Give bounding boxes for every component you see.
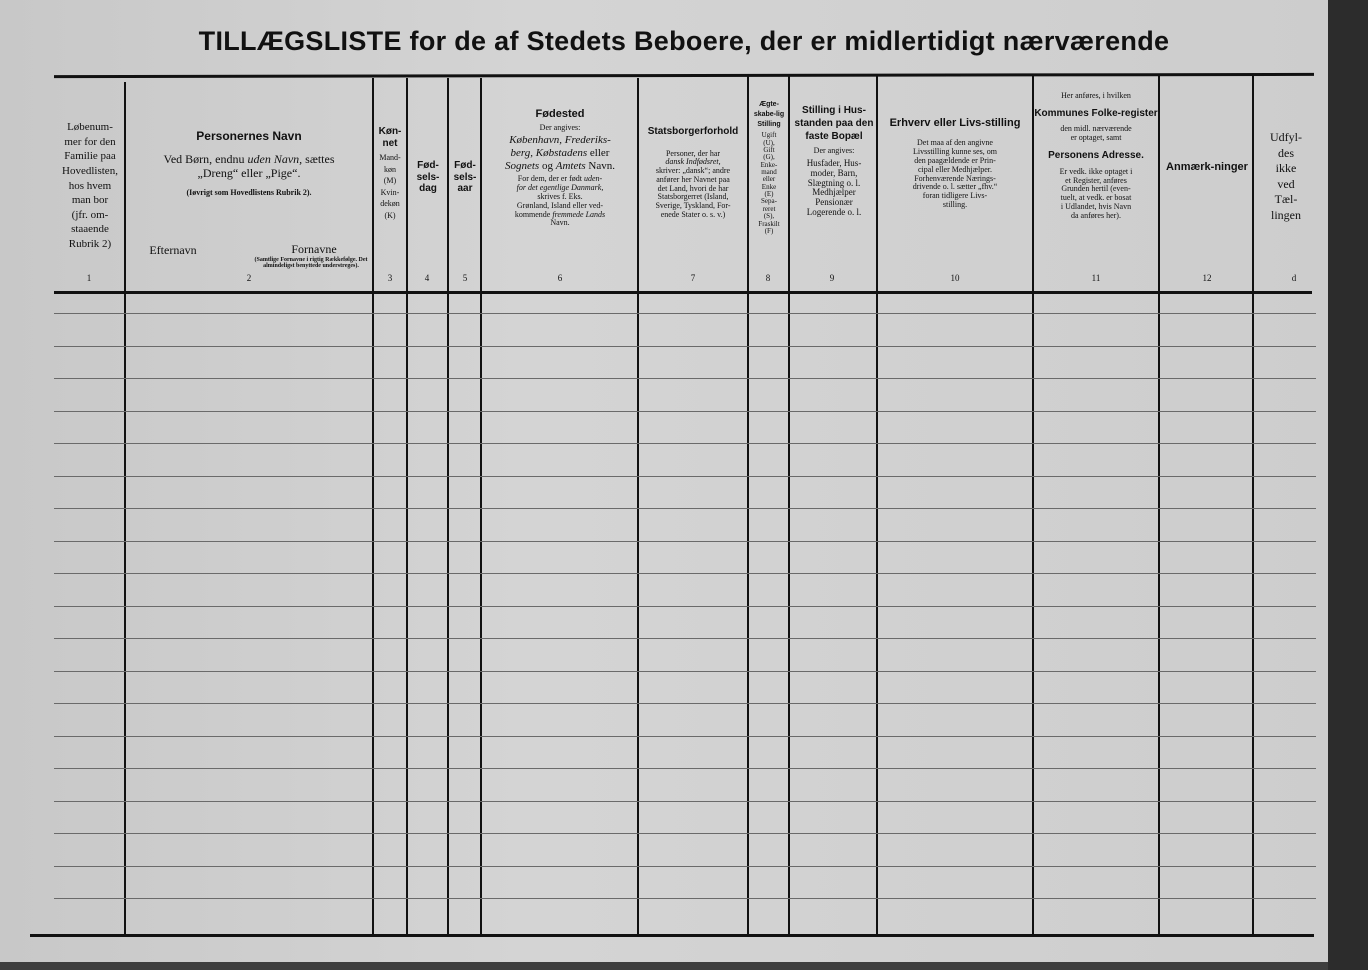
col9-sub: Der angives: bbox=[813, 146, 855, 155]
column-number: 6 bbox=[557, 273, 563, 283]
col11-heading2: Personens Adresse. bbox=[1048, 150, 1144, 162]
col6-heading: Fødested bbox=[535, 108, 585, 120]
column-12-header bbox=[1166, 160, 1248, 178]
col9-line: Logerende o. l. bbox=[806, 207, 862, 218]
col8-line: Enke- bbox=[760, 160, 778, 169]
row-rule bbox=[54, 898, 1316, 899]
col1-line: Familie paa bbox=[64, 150, 116, 163]
col2-sub-fornavne-note: (Samtlige Fornavne i rigtig Rækkefølge. Det almindeligst benyttede understreges). bbox=[254, 257, 368, 270]
col4-heading: Fød-sels-dag bbox=[416, 160, 440, 194]
col7-line: Personer, der har bbox=[665, 148, 721, 158]
col6-italic: Sognets bbox=[504, 159, 540, 172]
col6-rest-italic: for det egentlige Danmark, bbox=[516, 183, 604, 193]
col8-line: Enke bbox=[761, 182, 777, 191]
row-rule bbox=[54, 378, 1316, 379]
col6-rest: kommende bbox=[514, 209, 551, 219]
scan-edge bbox=[1328, 0, 1368, 970]
column-number: 8 bbox=[765, 273, 771, 283]
col6-plain: og bbox=[541, 159, 553, 172]
column-number: 2 bbox=[246, 273, 252, 283]
column-divider bbox=[1158, 76, 1160, 934]
column-number: 1 bbox=[86, 273, 92, 283]
col10-line: den paagældende er Prin- bbox=[914, 155, 996, 165]
col12-heading: Anmærk-ninger bbox=[1166, 161, 1248, 173]
col8-line: mand bbox=[761, 168, 777, 177]
col1-line: mer for den bbox=[64, 135, 116, 148]
col2-line1-end: sættes bbox=[305, 151, 335, 166]
col11-line: et Register, anføres bbox=[1065, 175, 1127, 185]
column-5-header bbox=[450, 160, 480, 198]
col11-top: Her anføres, i hvilken bbox=[1061, 91, 1131, 100]
col11-mid: den midl. nærværende bbox=[1060, 123, 1132, 133]
col8-line: (E) bbox=[764, 190, 774, 199]
column-number: 11 bbox=[1091, 273, 1101, 283]
col2-line2: „Dreng“ eller „Pige“. bbox=[197, 165, 301, 180]
cold-line: Udfyl- bbox=[1270, 130, 1302, 144]
col11-line: da anføres her). bbox=[1071, 210, 1121, 220]
row-rule bbox=[54, 443, 1316, 444]
col5-heading: Fød-sels-aar bbox=[453, 160, 477, 194]
cold-line: lingen bbox=[1271, 207, 1301, 222]
col3-line: dekøn bbox=[380, 199, 400, 208]
table-bottom-line bbox=[30, 934, 1314, 937]
col2-note: (Iøvrigt som Hovedlistens Rubrik 2). bbox=[186, 188, 312, 198]
row-rule bbox=[54, 768, 1316, 769]
column-number: 9 bbox=[829, 273, 835, 283]
col7-heading: Statsborgerforhold bbox=[647, 126, 739, 137]
col6-rest: skrives f. Eks. bbox=[537, 191, 583, 201]
row-rule bbox=[54, 313, 1316, 314]
col7-line: skriver: „dansk“; andre bbox=[655, 166, 731, 176]
col3-line: Mand- bbox=[379, 153, 401, 162]
col2-line1: Ved Børn, endnu bbox=[163, 151, 245, 166]
row-rule bbox=[54, 866, 1316, 867]
column-number: 12 bbox=[1202, 273, 1212, 283]
col10-line: drivende o. l. sætter „fhv.“ bbox=[912, 182, 998, 192]
col11-line: i Udlandet, hvis Navn bbox=[1060, 202, 1132, 212]
col6-plain: eller bbox=[589, 147, 610, 160]
column-11-header bbox=[1034, 92, 1158, 221]
column-divider bbox=[876, 76, 878, 934]
col11-heading: Kommunes Folke-register bbox=[1034, 107, 1158, 119]
row-rule bbox=[54, 638, 1316, 639]
col10-line: Det maa af den angivne bbox=[917, 138, 993, 148]
column-1-header bbox=[54, 120, 126, 252]
column-4-header bbox=[410, 160, 446, 198]
col8-line: reret bbox=[762, 204, 776, 213]
cold-line: ved bbox=[1277, 176, 1295, 191]
col1-line: man bor bbox=[71, 194, 109, 207]
col3-line: (K) bbox=[384, 210, 396, 220]
col8-line: (U), bbox=[763, 138, 775, 147]
col2-sub-efternavn: Efternavn bbox=[149, 243, 197, 257]
column-d-header bbox=[1256, 130, 1316, 224]
col6-italic: berg, Købstadens bbox=[510, 147, 588, 160]
col8-line: (G), bbox=[763, 153, 775, 162]
col10-line: Livsstilling kunne ses, om bbox=[913, 147, 997, 157]
col11-line: Grunden hertil (even- bbox=[1061, 184, 1131, 194]
column-number: 5 bbox=[462, 273, 468, 283]
col6-rest-italic: fremmede Lands bbox=[552, 209, 606, 219]
col6-rest: Grønland, Island eller ved- bbox=[516, 200, 604, 210]
col8-line: eller bbox=[762, 175, 776, 184]
col9-line: Pensionær bbox=[815, 197, 853, 208]
col9-heading: Stilling i Hus-standen paa den faste Bopæl bbox=[794, 105, 874, 142]
row-rule bbox=[54, 346, 1316, 347]
col7-line: Sverige, Tyskland, For- bbox=[655, 201, 731, 211]
column-divider bbox=[406, 78, 408, 934]
column-6-header bbox=[484, 108, 636, 228]
row-rule bbox=[54, 476, 1316, 477]
column-number: 7 bbox=[690, 273, 696, 283]
cold-line: Tæl- bbox=[1274, 192, 1298, 207]
col2-heading: Personernes Navn bbox=[196, 129, 302, 143]
col8-line: (S), bbox=[763, 212, 775, 221]
column-10-header bbox=[880, 116, 1030, 210]
column-number: 10 bbox=[950, 273, 960, 283]
page-title: TILLÆGSLISTE for de af Stedets Beboere, der er midlertidigt nærværende bbox=[198, 26, 1170, 56]
col1-line: staaende bbox=[71, 223, 109, 236]
col6-sub: Der angives: bbox=[539, 122, 581, 132]
column-divider bbox=[480, 78, 482, 934]
col9-line: Husfader, Hus- bbox=[806, 157, 862, 168]
column-7-header bbox=[639, 126, 747, 220]
col6-italic: Amtets bbox=[555, 159, 586, 172]
col6-rest-italic: uden- bbox=[583, 174, 603, 184]
col8-line: Sepa- bbox=[761, 197, 777, 206]
col3-heading: Køn-net bbox=[378, 126, 402, 149]
col10-line: foran tidligere Livs- bbox=[922, 191, 988, 201]
col11-line: tuelt, at vedk. er bosat bbox=[1060, 193, 1132, 203]
col6-italic: København, Frederiks- bbox=[509, 134, 611, 147]
col10-line: cipal eller Medhjælper. bbox=[918, 164, 992, 174]
col7-italic: dansk Indfødsret, bbox=[665, 157, 721, 167]
col11-mid: er optaget, samt bbox=[1070, 132, 1122, 142]
row-rule bbox=[54, 736, 1316, 737]
col7-line: det Land, hvori de har bbox=[657, 183, 729, 193]
col6-rest: For dem, der er født bbox=[517, 174, 582, 184]
column-number: d bbox=[1291, 273, 1297, 283]
col1-line: (jfr. om- bbox=[71, 208, 109, 221]
cold-line: ikke bbox=[1275, 161, 1297, 176]
column-divider bbox=[447, 78, 449, 934]
col10-heading: Erhverv eller Livs-stilling bbox=[889, 117, 1021, 129]
row-rule bbox=[54, 671, 1316, 672]
column-divider bbox=[1252, 76, 1254, 934]
row-rule bbox=[54, 703, 1316, 704]
column-8-header bbox=[749, 100, 789, 235]
col1-line: Hovedlisten, bbox=[62, 164, 118, 177]
col8-line: Fraskilt bbox=[758, 219, 780, 228]
header-top-line bbox=[54, 73, 1314, 78]
row-rule bbox=[54, 573, 1316, 574]
col10-line: Forhenværende Nærings- bbox=[914, 173, 996, 183]
col3-line: køn bbox=[384, 164, 396, 174]
row-rule bbox=[54, 606, 1316, 607]
column-9-header bbox=[792, 104, 876, 218]
column-number: 4 bbox=[424, 273, 430, 283]
column-2-header bbox=[128, 130, 370, 198]
col9-line: moder, Barn, bbox=[810, 167, 858, 178]
col7-line: Statsborgerret (Island, bbox=[657, 192, 729, 202]
col7-line: enede Stater o. s. v.) bbox=[660, 210, 726, 220]
col8-line: Ugift bbox=[761, 131, 777, 140]
col8-line: (F) bbox=[764, 226, 774, 235]
row-rule bbox=[54, 508, 1316, 509]
column-3-header bbox=[374, 126, 406, 221]
col1-line: hos hvem bbox=[68, 179, 112, 192]
column-number: 3 bbox=[387, 273, 393, 283]
col9-line: Medhjælper bbox=[812, 187, 856, 198]
row-rule bbox=[54, 801, 1316, 802]
col8-line: Gift bbox=[763, 146, 775, 155]
col1-line: Løbenum- bbox=[67, 121, 113, 133]
col7-line: anfører her Navnet paa bbox=[656, 174, 730, 184]
col8-heading: Ægte-skabe-lig Stilling bbox=[753, 101, 785, 128]
col6-plain: Navn. bbox=[588, 159, 615, 172]
col2-line1-italic: uden Navn, bbox=[247, 151, 303, 166]
col3-line: Kvin- bbox=[380, 187, 400, 197]
cold-line: des bbox=[1278, 145, 1294, 160]
header-bottom-line bbox=[54, 291, 1312, 294]
col10-line: stilling. bbox=[942, 199, 968, 209]
col9-line: Slægtning o. l. bbox=[807, 177, 861, 188]
col11-line: Er vedk. ikke optaget i bbox=[1059, 166, 1133, 176]
row-rule bbox=[54, 541, 1316, 542]
row-rule bbox=[54, 411, 1316, 412]
row-rule bbox=[54, 833, 1316, 834]
col6-rest: Navn. bbox=[550, 218, 570, 228]
col2-sub-fornavne: Fornavne bbox=[291, 242, 337, 256]
col3-line: (M) bbox=[383, 176, 397, 185]
col1-line: Rubrik 2) bbox=[68, 238, 112, 250]
